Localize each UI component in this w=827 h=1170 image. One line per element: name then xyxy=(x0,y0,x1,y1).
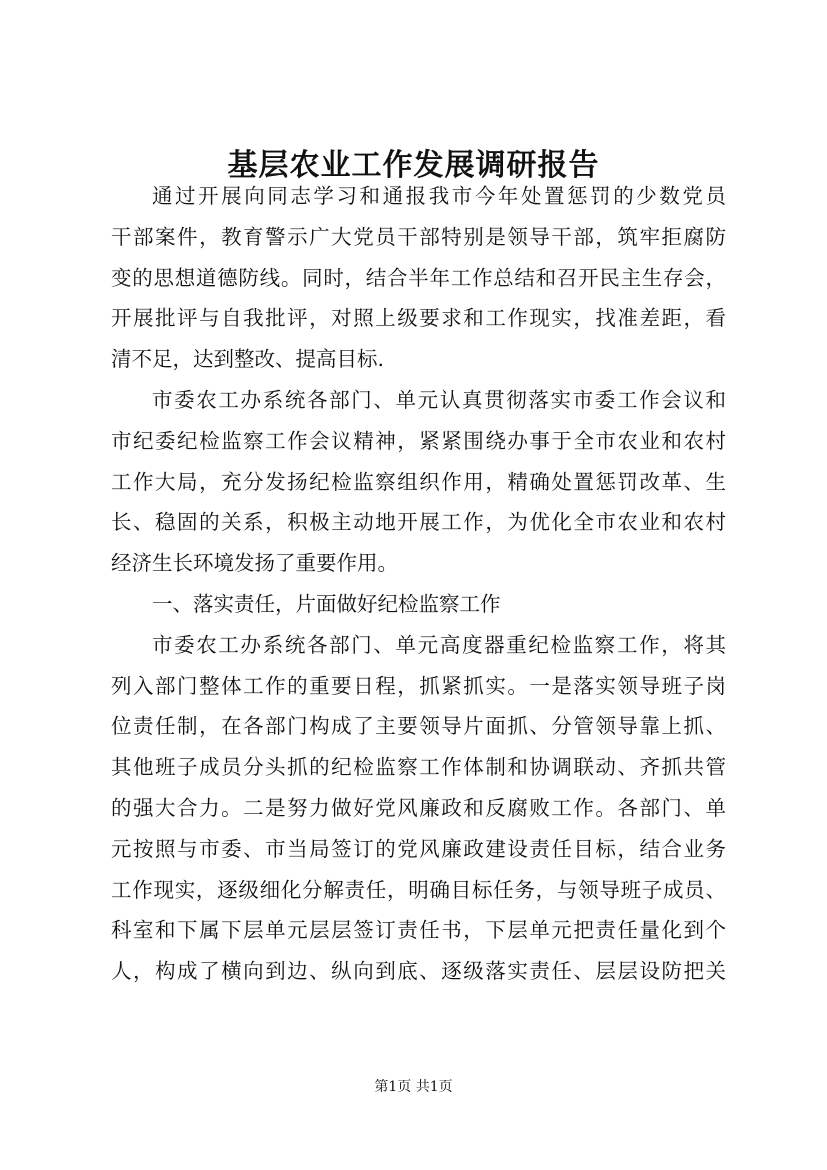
page-title: 基层农业工作发展调研报告 xyxy=(227,148,600,183)
text-line: 其他班子成员分头抓的纪检监察工作体制和协调联动、齐抓共管 xyxy=(111,755,726,780)
text-line: 开展批评与自我批评，对照上级要求和工作现实，找准差距，看 xyxy=(111,306,726,331)
page-footer: 第1页 共1页 xyxy=(374,1079,453,1095)
text-line: 市委农工办系统各部门、单元高度器重纪检监察工作，将其 xyxy=(152,632,726,657)
text-line: 工作大局，充分发扬纪检监察组织作用，精确处置惩罚改革、生 xyxy=(111,469,726,494)
text-line: 长、稳固的关系，积极主动地开展工作，为优化全市农业和农村 xyxy=(111,510,726,535)
text-line: 的强大合力。二是努力做好党风廉政和反腐败工作。各部门、单 xyxy=(111,795,726,820)
text-line: 清不足，达到整改、提高目标. xyxy=(111,347,385,372)
document-body xyxy=(111,176,726,992)
text-line: 人，构成了横向到边、纵向到底、逐级落实责任、层层设防把关 xyxy=(111,959,726,984)
text-line: 市委农工办系统各部门、单元认真贯彻落实市委工作会议和 xyxy=(152,387,726,412)
text-line: 列入部门整体工作的重要日程，抓紧抓实。一是落实领导班子岗 xyxy=(111,673,726,698)
text-line: 市纪委纪检监察工作会议精神，紧紧围绕办事于全市农业和农村 xyxy=(111,428,726,453)
text-line: 元按照与市委、市当局签订的党风廉政建设责任目标，结合业务 xyxy=(111,836,726,861)
text-line: 位责任制，在各部门构成了主要领导片面抓、分管领导靠上抓、 xyxy=(111,714,726,739)
text-line: 科室和下属下层单元层层签订责任书，下层单元把责任量化到个 xyxy=(111,918,726,943)
text-line: 通过开展向同志学习和通报我市今年处置惩罚的少数党员 xyxy=(152,184,726,208)
text-line: 一、落实责任，片面做好纪检监察工作 xyxy=(152,591,501,616)
text-line: 干部案件，教育警示广大党员干部特别是领导干部，筑牢拒腐防 xyxy=(111,224,726,249)
text-line: 变的思想道德防线。同时，结合半年工作总结和召开民主生存会， xyxy=(111,265,726,290)
text-line: 工作现实，逐级细化分解责任，明确目标任务，与领导班子成员、 xyxy=(111,877,726,902)
text-line: 经济生长环境发扬了重要作用。 xyxy=(111,551,398,576)
